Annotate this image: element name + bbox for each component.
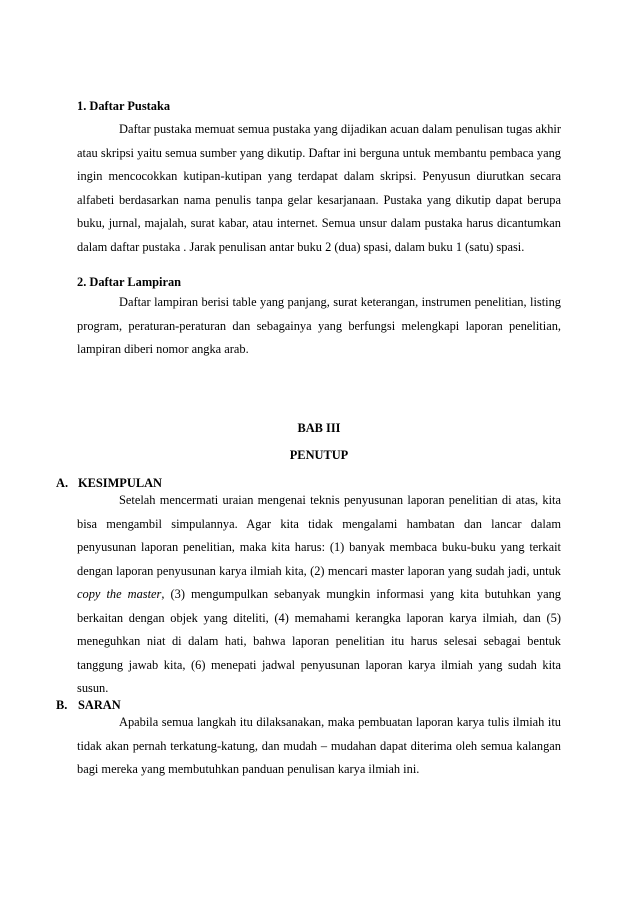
kesimpulan-text-2: , (3) mengumpulkan sebanyak mungkin informasi yang kita butuhkan yang berkaitan dengan objek yang diteliti, (4) memahami kerangka laporan karya ilmiah, dan (5) meneguhkan niat di dalam hati, bahwa laporan penelitian itu harus selesai sebagai bentuk tanggung jawab kita, (6) menepati jadwal penyusunan laporan karya ilmiah yang sudah kita susun.	[77, 587, 561, 695]
paragraph-daftar-lampiran: Daftar lampiran berisi table yang panjang, surat keterangan, instrumen penelitian, listing program, peraturan-peraturan dan sebagainya yang berfungsi melengkapi laporan penelitian, lampiran diberi nomor angka arab.	[77, 295, 561, 356]
paragraph-kesimpulan	[77, 489, 561, 701]
section-heading-saran: SARAN	[78, 698, 121, 712]
section-label-b: B.	[56, 698, 68, 712]
section-label-a: A.	[56, 476, 69, 490]
chapter-number: BAB III	[297, 421, 341, 435]
kesimpulan-text-italic: copy the master	[77, 587, 162, 601]
section-title-daftar-lampiran: 2. Daftar Lampiran	[77, 275, 182, 289]
chapter-title: PENUTUP	[289, 448, 349, 462]
section-heading-kesimpulan: KESIMPULAN	[78, 476, 162, 490]
paragraph-saran: Apabila semua langkah itu dilaksanakan, maka pembuatan laporan karya tulis ilmiah itu tidak akan pernah terkatung-katung, dan mudah – mudahan dapat diterima oleh semua kalangan bagi mereka yang membutuhkan panduan penulisan karya ilmiah ini.	[77, 715, 561, 776]
paragraph-daftar-pustaka: Daftar pustaka memuat semua pustaka yang dijadikan acuan dalam penulisan tugas akhir atau skripsi yaitu semua sumber yang dikutip. Daftar ini berguna untuk membantu pembaca yang ingin mencocokkan kutipan-kutipan yang terdapat dalam skripsi. Penyusun diurutkan secara alfabeti berdasarkan nama penulis tanpa gelar kesarjanaan. Pustaka yang dikutip dapat berupa buku, jurnal, majalah, surat kabar, atau internet. Semua unsur dalam pustaka harus dicantumkan dalam daftar pustaka . Jarak penulisan antar buku 2 (dua) spasi, dalam buku 1 (satu) spasi.	[77, 122, 561, 254]
section-title-daftar-pustaka: 1. Daftar Pustaka	[77, 99, 171, 113]
kesimpulan-text-1: Setelah mencermati uraian mengenai teknis penyusunan laporan penelitian di atas, kita bisa mengambil simpulannya. Agar kita tidak mengalami hambatan dan lancar dalam penyusunan laporan penelitian, maka kita harus: (1) banyak membaca buku-buku yang terkait dengan laporan penyusunan karya ilmiah kita, (2) mencari master laporan yang sudah jadi, untuk	[77, 493, 561, 578]
